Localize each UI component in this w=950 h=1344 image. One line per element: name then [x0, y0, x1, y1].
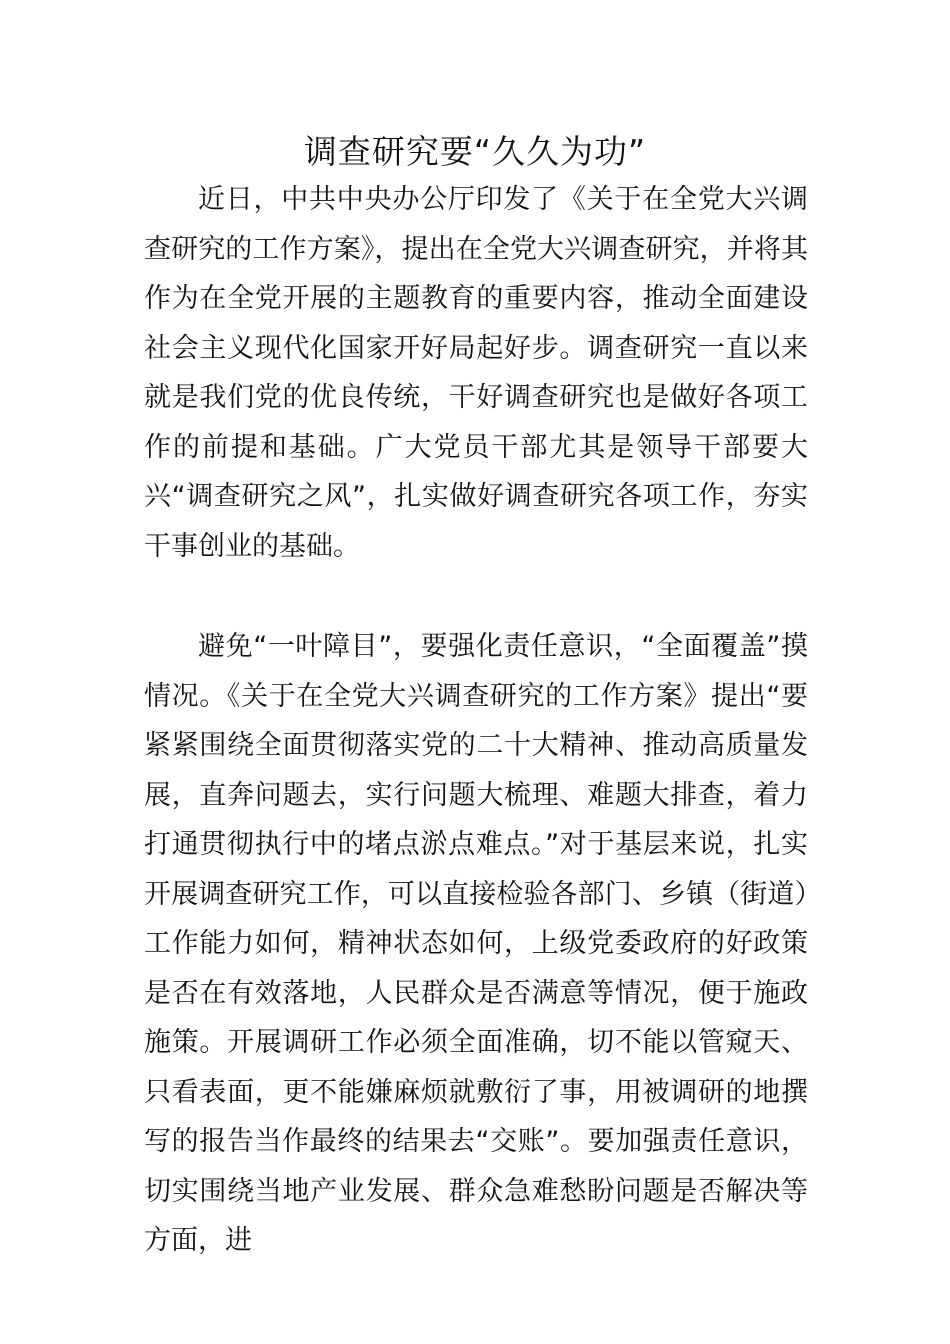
paragraph-1: 近日，中共中央办公厅印发了《关于在全党大兴调查研究的工作方案》，提出在全党大兴调查研究，并将其作为在全党开展的主题教育的重要内容，推动全面建设社会主义现代化国家开好局起好步。调查研究一直以来就是我们党的优良传统，干好调查研究也是做好各项工作的前提和基础。广大党员干部尤其是领导干部要大兴“调查研究之风”，扎实做好调查研究各项工作，夯实干事创业的基础。: [144, 184, 808, 562]
document-title: 调查研究要“久久为功”: [303, 132, 647, 171]
paragraph-2: 避免“一叶障目”，要强化责任意识，“全面覆盖”摸情况。《关于在全党大兴调查研究的工作方案》提出“要紧紧围绕全面贯彻落实党的二十大精神、推动高质量发展，直奔问题去，实行问题大梳理、难题大排查，着力打通贯彻执行中的堵点淤点难点。”对于基层来说，扎实开展调查研究工作，可以直接检验各部门、乡镇（街道）工作能力如何，精神状态如何，上级党委政府的好政策是否在有效落地，人民群众是否满意等情况，便于施政施策。开展调研工作必须全面准确，切不能以管窥天、只看表面，更不能嫌麻烦就敷衍了事，用被调研的地撰写的报告当作最终的结果去“交账”。要加强责任意识，切实围绕当地产业发展、群众急难愁盼问题是否解决等方面，进: [144, 631, 808, 1256]
